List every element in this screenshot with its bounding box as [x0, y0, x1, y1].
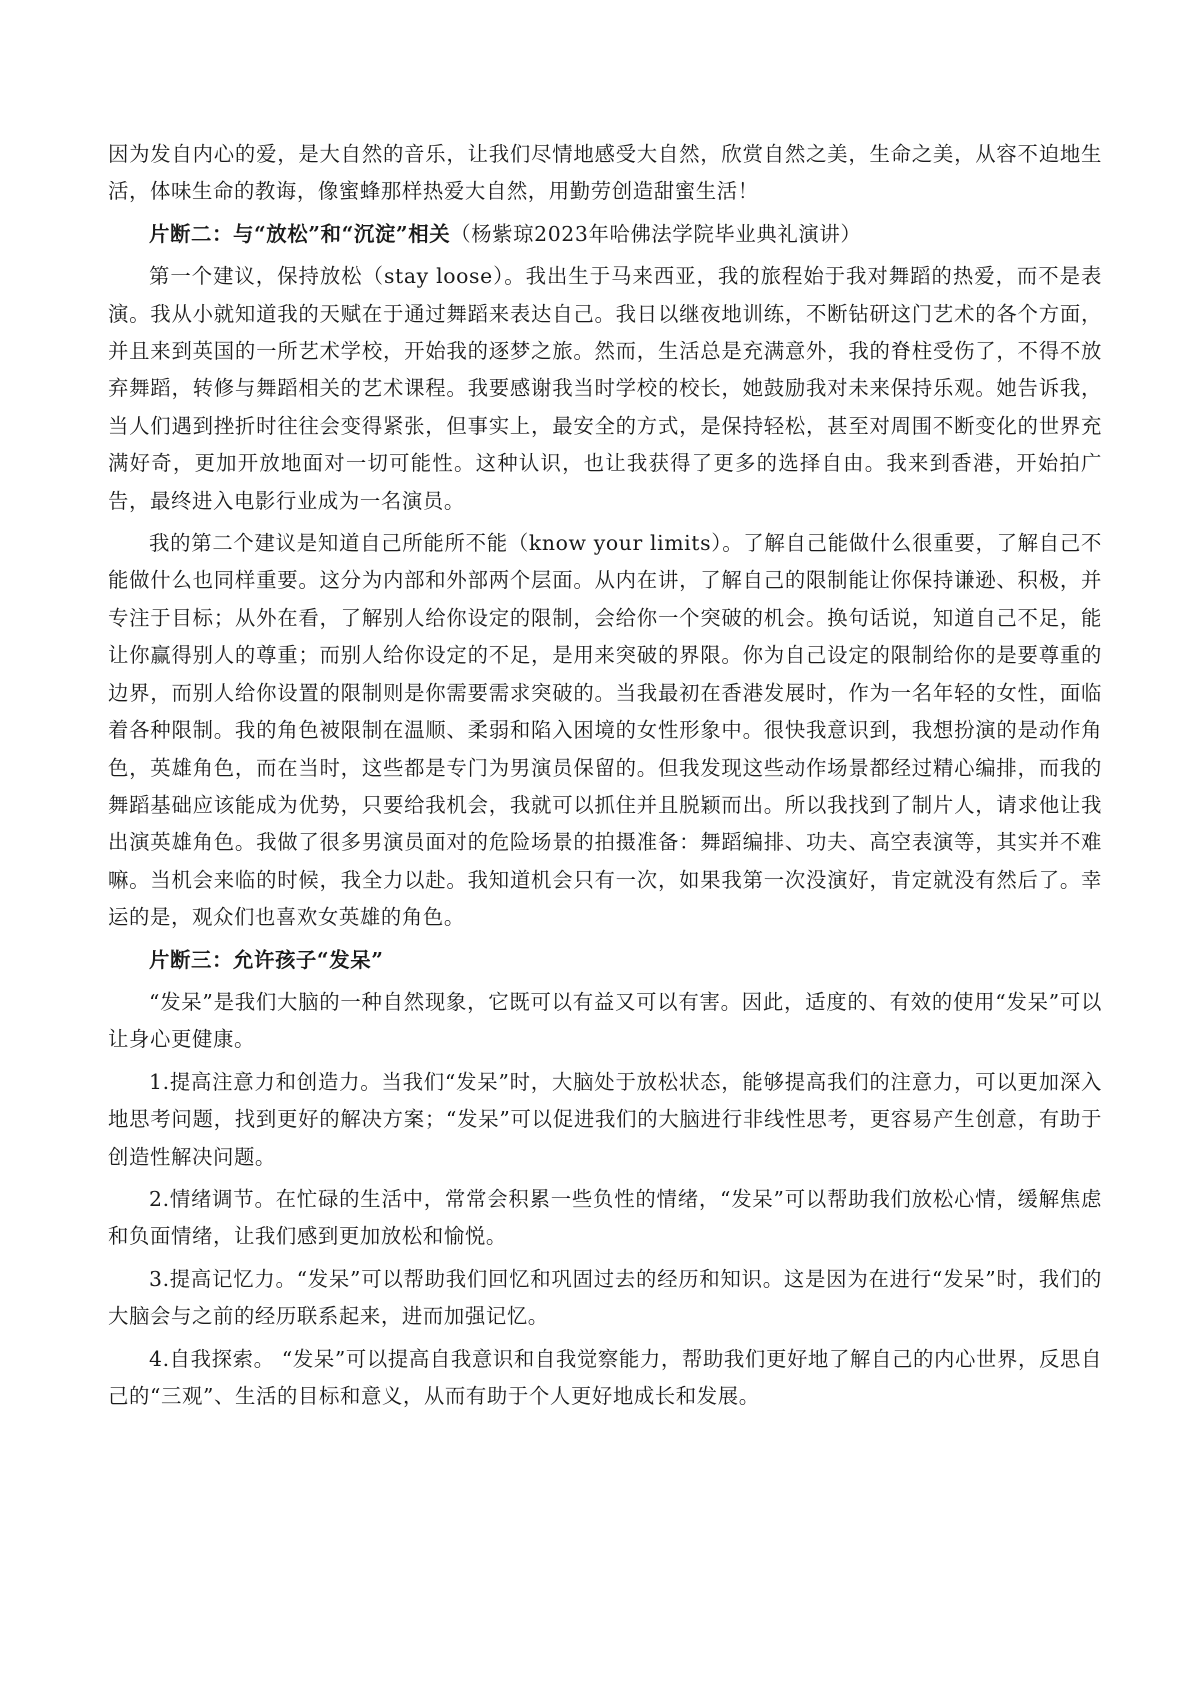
paragraph-daydream-intro: “发呆”是我们大脑的一种自然现象，它既可以有益又可以有害。因此，适度的、有效的使用“发呆”可以让身心更健康。: [108, 989, 1102, 1052]
paragraph-know-your-limits: 我的第二个建议是知道自己所能所不能（know your limits）。了解自己能做什么很重要，了解自己不能做什么也同样重要。这分为内部和外部两个层面。从内在讲，了解自己的限制能让你保持谦逊、积极，并专注于目标；从外在看，了解别人给你设定的限制，会给你一个突破的机会。换句话说，知道自己不足，能让你赢得别人的尊重；而别人给你设定的不足，是用来突破的界限。你为自己设定的限制给你的是要尊重的边界，而别人给你设置的限制则是你需要需求突破的。当我最初在香港发展时，作为一名年轻的女性，面临着各种限制。我的角色被限制在温顺、柔弱和陷入困境的女性形象中。很快我意识到，我想扮演的是动作角色，英雄角色，而在当时，这些都是专门为男演员保留的。但我发现这些动作场景都经过精心编排，而我的舞蹈基础应该能成为优势，只要给我机会，我就可以抓住并且脱颖而出。所以我找到了制片人，请求他让我出演英雄角色。我做了很多男演员面对的危险场景的拍摄准备：舞蹈编排、功夫、高空表演等，其实并不难嘛。当机会来临的时候，我全力以赴。我知道机会只有一次，如果我第一次没演好，肯定就没有然后了。幸运的是，观众们也喜欢女英雄的角色。: [108, 531, 1102, 930]
section-heading-title: 片断二：与“放松”和“沉淀”相关: [149, 221, 451, 246]
section-heading-fragment-two: [108, 216, 1102, 253]
list-item-emotion-regulation: 2.情绪调节。在忙碌的生活中，常常会积累一些负性的情绪，“发呆”可以帮助我们放松心情，缓解焦虑和负面情绪，让我们感到更加放松和愉悦。: [108, 1186, 1102, 1249]
paragraph-stay-loose: 第一个建议，保持放松（stay loose）。我出生于马来西亚，我的旅程始于我对舞蹈的热爱，而不是表演。我从小就知道我的天赋在于通过舞蹈来表达自己。我日以继夜地训练，不断钻研这门艺术的各个方面，并且来到英国的一所艺术学校，开始我的逐梦之旅。然而，生活总是充满意外，我的脊柱受伤了，不得不放弃舞蹈，转修与舞蹈相关的艺术课程。我要感谢我当时学校的校长，她鼓励我对未来保持乐观。她告诉我，当人们遇到挫折时往往会变得紧张，但事实上，最安全的方式，是保持轻松，甚至对周围不断变化的世界充满好奇，更加开放地面对一切可能性。这种认识，也让我获得了更多的选择自由。我来到香港，开始拍广告，最终进入电影行业成为一名演员。: [108, 264, 1102, 513]
section-heading-source: （杨紫琼2023年哈佛法学院毕业典礼演讲）: [450, 221, 862, 246]
section-heading-fragment-three: [108, 942, 1102, 979]
paragraph-intro-continuation: 因为发自内心的爱，是大自然的音乐，让我们尽情地感受大自然，欣赏自然之美，生命之美，从容不迫地生活，体味生命的教诲，像蜜蜂那样热爱大自然，用勤劳创造甜蜜生活！: [108, 142, 1102, 204]
list-item-attention-creativity: 1.提高注意力和创造力。当我们“发呆”时，大脑处于放松状态，能够提高我们的注意力，可以更加深入地思考问题，找到更好的解决方案；“发呆”可以促进我们的大脑进行非线性思考，更容易产生创意，有助于创造性解决问题。: [108, 1069, 1102, 1169]
document-body: [108, 136, 1102, 1420]
list-item-memory: 3.提高记忆力。“发呆”可以帮助我们回忆和巩固过去的经历和知识。这是因为在进行“发呆”时，我们的大脑会与之前的经历联系起来，进而加强记忆。: [108, 1266, 1102, 1329]
list-item-self-exploration: 4.自我探索。 “发呆”可以提高自我意识和自我觉察能力，帮助我们更好地了解自己的内心世界，反思自己的“三观”、生活的目标和意义，从而有助于个人更好地成长和发展。: [108, 1346, 1102, 1408]
section-heading-title: 片断三：允许孩子“发呆”: [149, 947, 384, 972]
